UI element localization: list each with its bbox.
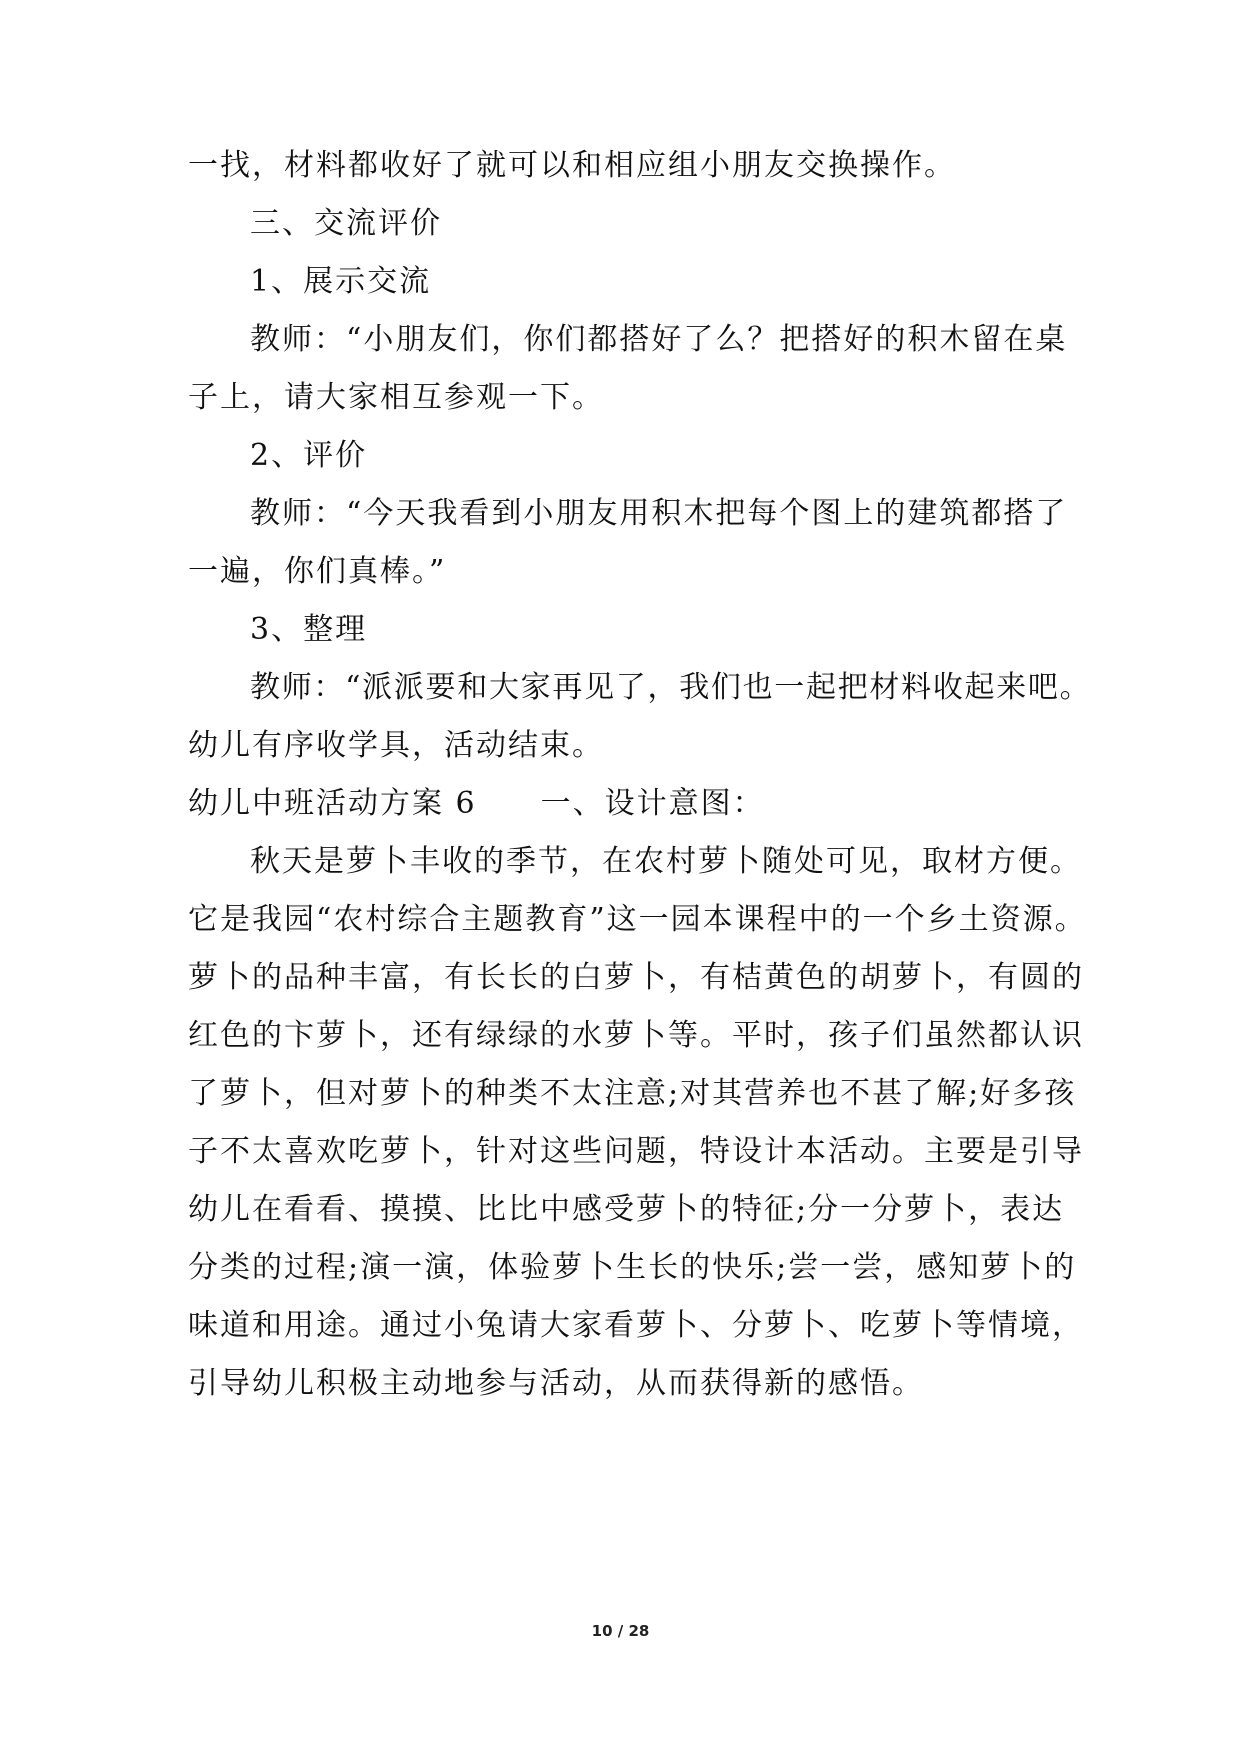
body-text-line: 秋天是萝卜丰收的季节，在农村萝卜随处可见，取材方便。: [250, 844, 1082, 879]
body-text-line: 引导幼儿积极主动地参与活动，从而获得新的感悟。: [188, 1366, 924, 1401]
plan-title-line: 幼儿中班活动方案 6 一、设计意图：: [188, 786, 765, 821]
body-text-line: 子不太喜欢吃萝卜，针对这些问题，特设计本活动。主要是引导: [188, 1134, 1084, 1169]
subsection-heading: 1、展示交流: [250, 264, 432, 299]
body-text-line: 分类的过程;演一演，体验萝卜生长的快乐;尝一尝，感知萝卜的: [188, 1250, 1077, 1285]
body-text-line: 了萝卜，但对萝卜的种类不太注意;对其营养也不甚了解;好多孩: [188, 1076, 1077, 1111]
body-text-line: 一遍，你们真棒。”: [188, 554, 447, 589]
body-text-line: 幼儿在看看、摸摸、比比中感受萝卜的特征;分一分萝卜，表达: [188, 1192, 1065, 1227]
body-text-line: 萝卜的品种丰富，有长长的白萝卜，有桔黄色的胡萝卜，有圆的: [188, 960, 1084, 995]
body-text-line: 教师：“派派要和大家再见了，我们也一起把材料收起来吧。: [250, 670, 1092, 705]
body-text-line: 教师：“今天我看到小朋友用积木把每个图上的建筑都搭了: [250, 496, 1068, 531]
body-text-line: 味道和用途。通过小兔请大家看萝卜、分萝卜、吃萝卜等情境，: [188, 1308, 1084, 1343]
body-text-line: 幼儿有序收学具，活动结束。: [188, 728, 604, 763]
body-text-line: 子上，请大家相互参观一下。: [188, 380, 604, 415]
body-text-line: 红色的卞萝卜，还有绿绿的水萝卜等。平时，孩子们虽然都认识: [188, 1018, 1084, 1053]
body-text-line: 一找，材料都收好了就可以和相应组小朋友交换操作。: [188, 148, 956, 183]
body-text-line: 它是我园“农村综合主题教育”这一园本课程中的一个乡土资源。: [188, 902, 1087, 937]
subsection-heading: 2、评价: [250, 438, 368, 473]
body-text-line: 教师：“小朋友们，你们都搭好了么？把搭好的积木留在桌: [250, 322, 1068, 357]
subsection-heading: 3、整理: [250, 612, 368, 647]
page-number: 10 / 28: [591, 1622, 650, 1640]
section-heading: 三、交流评价: [250, 206, 442, 241]
